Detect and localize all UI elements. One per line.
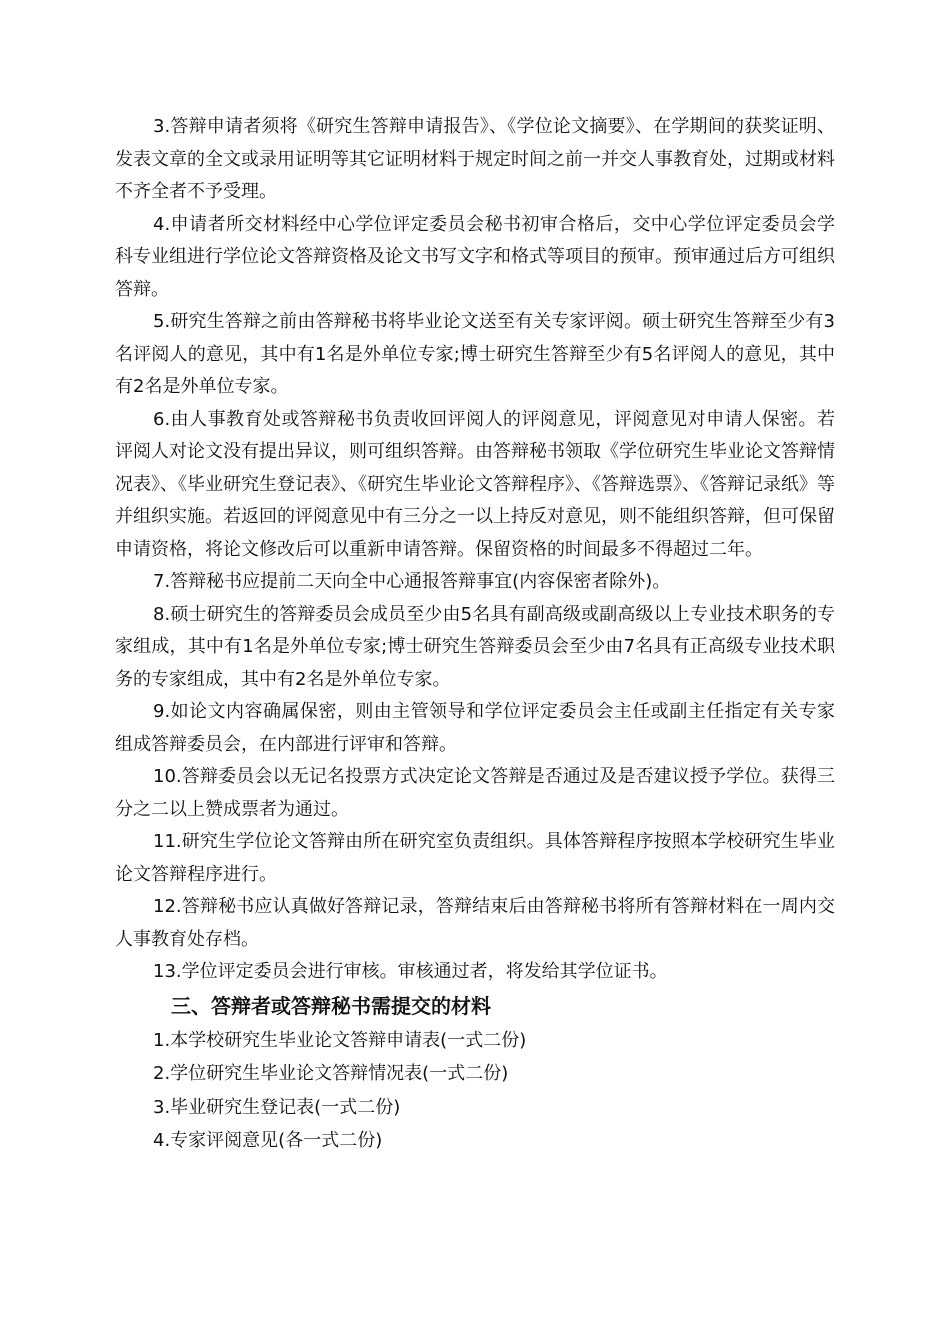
paragraph-12: 12.答辩秘书应认真做好答辩记录，答辩结束后由答辩秘书将所有答辩材料在一周内交人事教育处存档。 xyxy=(115,896,835,950)
list-item: 3.毕业研究生登记表(一式二份) xyxy=(153,1096,401,1118)
section-heading: 三、答辩者或答辩秘书需提交的材料 xyxy=(171,993,491,1018)
paragraph-13: 13.学位评定委员会进行审核。审核通过者，将发给其学位证书。 xyxy=(153,961,668,982)
paragraph-9: 9.如论文内容确属保密，则由主管领导和学位评定委员会主任或副主任指定有关专家组成答辩委员会，在内部进行评审和答辩。 xyxy=(115,701,835,755)
list-item: 4.专家评阅意见(各一式二份) xyxy=(153,1130,383,1151)
materials-list xyxy=(115,1024,835,1158)
paragraph-6: 6.由人事教育处或答辩秘书负责收回评阅人的评阅意见，评阅意见对申请人保密。若评阅人对论文没有提出异议，则可组织答辩。由答辩秘书领取《学位研究生毕业论文答辩情况表》、《毕业研究生登记表》、《研究生毕业论文答辩程序》、《答辩选票》、《答辩记录纸》等并组织实施。若返回的评阅意见中有三分之一以上持反对意见，则不能组织答辩，但可保留申请资格，将论文修改后可以重新申请答辩。保留资格的时间最多不得超过二年。 xyxy=(115,408,835,560)
paragraph-5: 5.研究生答辩之前由答辩秘书将毕业论文送至有关专家评阅。硕士研究生答辩至少有3名评阅人的意见，其中有1名是外单位专家;博士研究生答辩至少有5名评阅人的意见，其中有2名是外单位专家。 xyxy=(115,311,835,397)
list-item: 2.学位研究生毕业论文答辩情况表(一式二份) xyxy=(153,1063,509,1084)
paragraph-7: 7.答辩秘书应提前二天向全中心通报答辩事宜(内容保密者除外)。 xyxy=(153,571,671,592)
paragraph-11: 11.研究生学位论文答辩由所在研究室负责组织。具体答辩程序按照本学校研究生毕业论文答辩程序进行。 xyxy=(115,831,835,885)
paragraph-3: 3.答辩申请者须将《研究生答辩申请报告》、《学位论文摘要》、在学期间的获奖证明、发表文章的全文或录用证明等其它证明材料于规定时间之前一并交人事教育处，过期或材料不齐全者不予受理。 xyxy=(115,116,835,202)
document-page xyxy=(115,111,835,1158)
paragraph-10: 10.答辩委员会以无记名投票方式决定论文答辩是否通过及是否建议授予学位。获得三分之二以上赞成票者为通过。 xyxy=(115,766,835,820)
paragraph-4: 4.申请者所交材料经中心学位评定委员会秘书初审合格后，交中心学位评定委员会学科专业组进行学位论文答辩资格及论文书写文字和格式等项目的预审。预审通过后方可组织答辩。 xyxy=(115,213,835,300)
paragraph-8: 8.硕士研究生的答辩委员会成员至少由5名具有副高级或副高级以上专业技术职务的专家组成，其中有1名是外单位专家;博士研究生答辩委员会至少由7名具有正高级专业技术职务的专家组成，其中有2名是外单位专家。 xyxy=(115,603,835,690)
list-item: 1.本学校研究生毕业论文答辩申请表(一式二份) xyxy=(153,1029,527,1051)
